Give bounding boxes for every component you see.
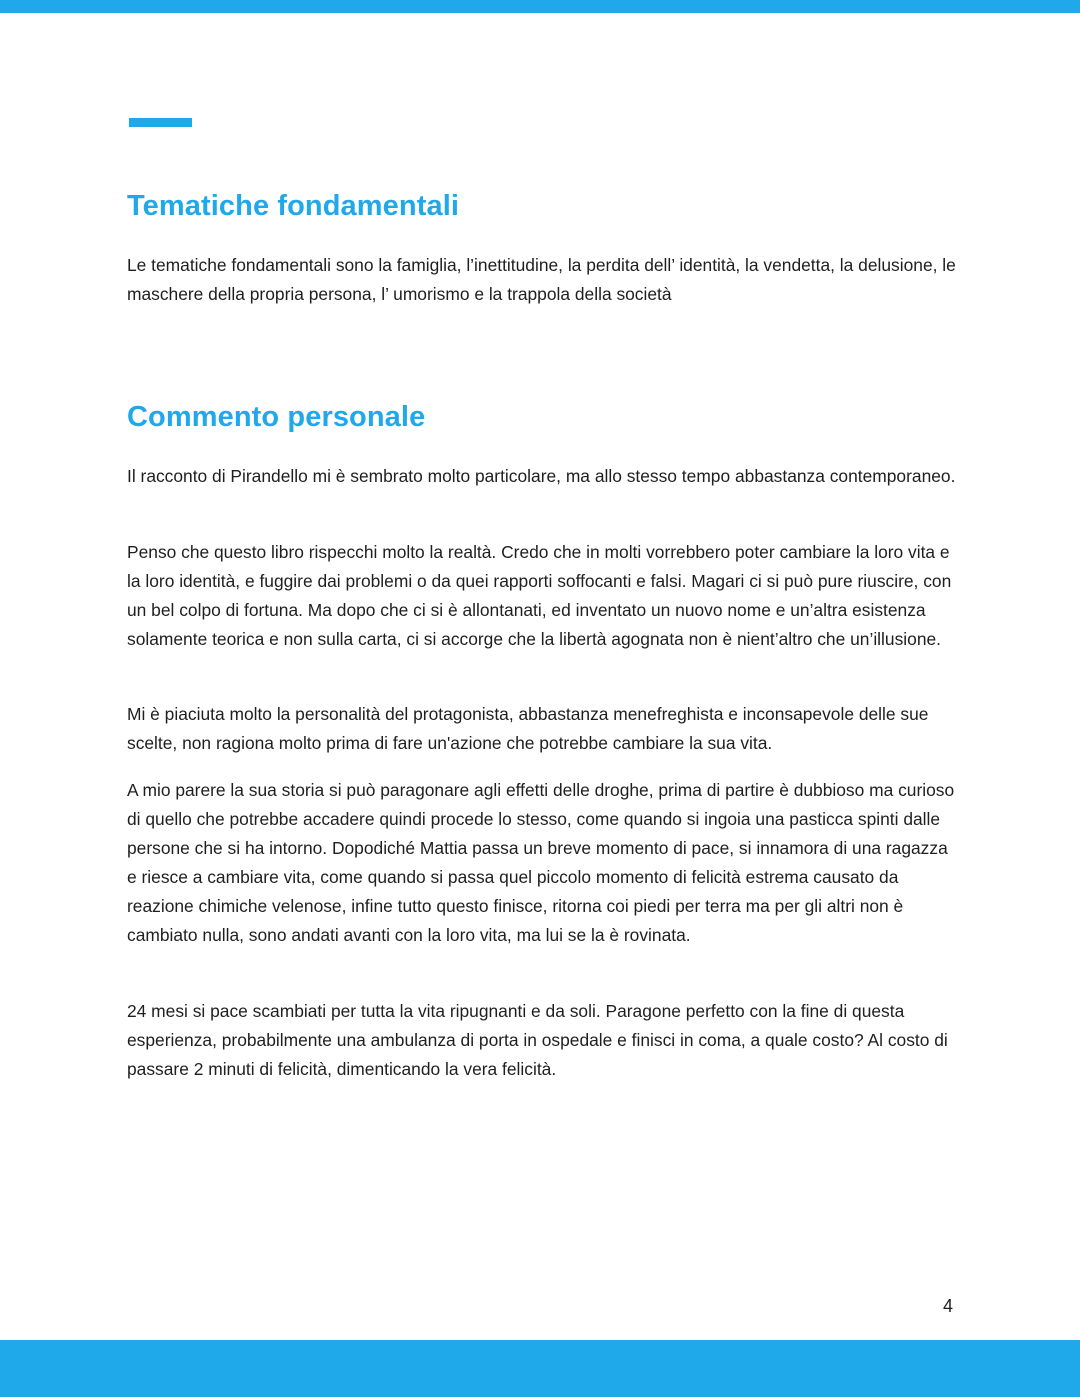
section-accent-dash [129, 118, 192, 127]
paragraph-commento-4: A mio parere la sua storia si può paragonare agli effetti delle droghe, prima di partire è dubbioso ma curioso di quello che potrebbe accadere quindi procede lo stesso, come quando si ingoia una pasticca spinti dalle persone che si ha intorno. Dopodiché Mattia passa un breve momento di pace, si innamora di una ragazza e riesce a cambiare vita, come quando si passa quel piccolo momento di felicità estrema causato da reazione chimiche velenose, infine tutto questo finisce, ritorna coi piedi per terra ma per gli altri non è cambiato nulla, sono andati avanti con la loro vita, ma lui se la è rovinata. [127, 780, 955, 945]
section-heading-commento: Commento personale [127, 401, 426, 433]
paragraph-commento-1: Il racconto di Pirandello mi è sembrato molto particolare, ma allo stesso tempo abbastanza contemporaneo. [127, 466, 956, 486]
paragraph-commento-2: Penso che questo libro rispecchi molto la realtà. Credo che in molti vorrebbero poter cambiare la loro vita e la loro identità, e fuggire dai problemi o da quei rapporti soffocanti e falsi. Magari ci si può pure riuscire, con un bel colpo di fortuna. Ma dopo che ci si è allontanati, ed inventato un nuovo nome e un’altra esistenza solamente teorica e non sulla carta, ci si accorge che la libertà agognata non è nient’altro che un’illusione. [127, 542, 952, 649]
top-accent-bar [0, 0, 1080, 13]
bottom-accent-bar [0, 1340, 1080, 1397]
section-heading-tematiche: Tematiche fondamentali [127, 190, 460, 222]
paragraph-tematiche: Le tematiche fondamentali sono la famiglia, l’inettitudine, la perdita dell’ identità, la vendetta, la delusione, le maschere della propria persona, l’ umorismo e la trappola della società [127, 255, 956, 304]
paragraph-commento-3: Mi è piaciuta molto la personalità del protagonista, abbastanza menefreghista e inconsapevole delle sue scelte, non ragiona molto prima di fare un'azione che potrebbe cambiare la sua vita. [127, 704, 929, 753]
paragraph-commento-5: 24 mesi si pace scambiati per tutta la vita ripugnanti e da soli. Paragone perfetto con la fine di questa esperienza, probabilmente una ambulanza di porta in ospedale e finisci in coma, a quale costo? Al costo di passare 2 minuti di felicità, dimenticando la vera felicità. [127, 1001, 948, 1079]
page-number: 4 [942, 1296, 953, 1316]
